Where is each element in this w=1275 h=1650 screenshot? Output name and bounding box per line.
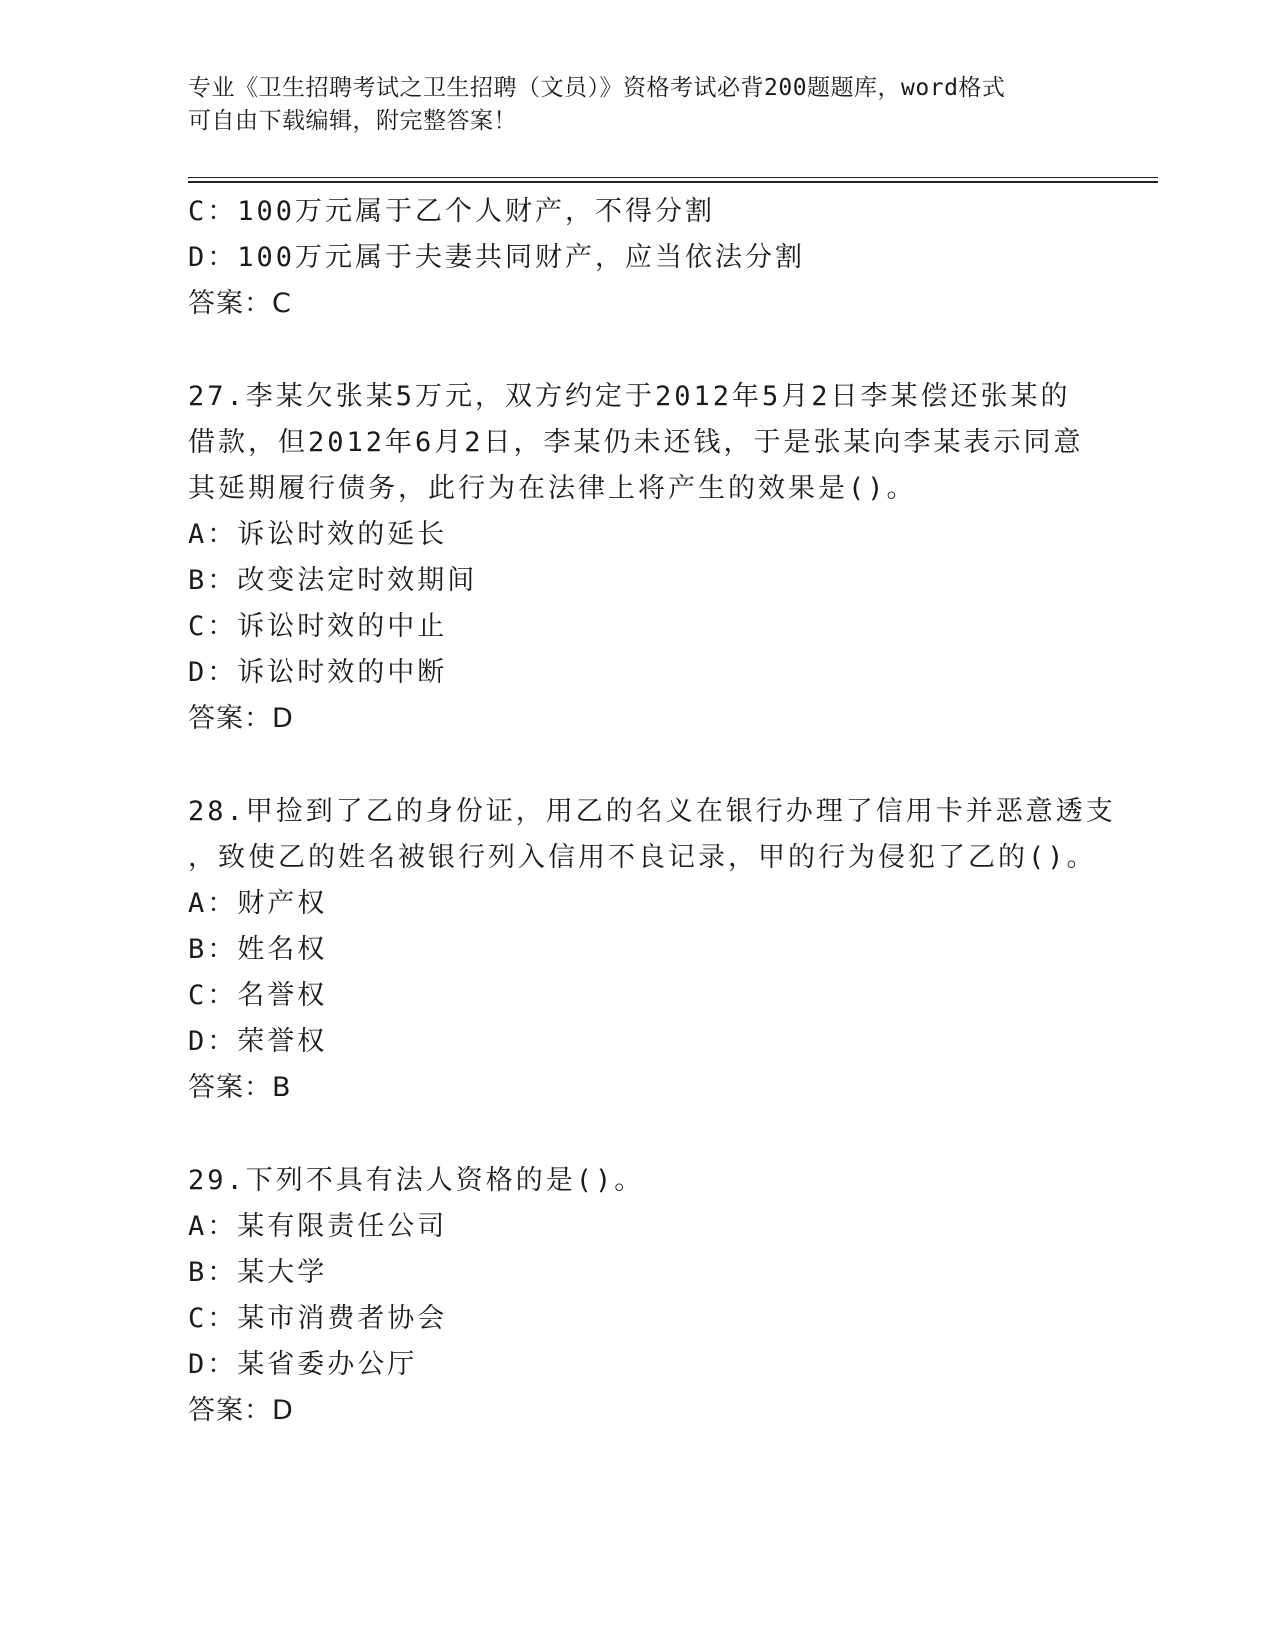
spacer bbox=[188, 742, 1088, 789]
spacer bbox=[188, 327, 1088, 374]
option-b: B：姓名权 bbox=[188, 934, 328, 965]
spacer bbox=[188, 1111, 1088, 1158]
option-d: D：荣誉权 bbox=[188, 1026, 328, 1057]
answer-line: 答案：B bbox=[188, 1072, 292, 1103]
option-c: C：诉讼时效的中止 bbox=[188, 611, 448, 642]
question-29 bbox=[188, 1158, 1088, 1434]
option-c: C：名誉权 bbox=[188, 980, 328, 1011]
question-stem-line: ，致使乙的姓名被银行列入信用不良记录，甲的行为侵犯了乙的()。 bbox=[188, 842, 1097, 873]
header-title-line-1: 专业《卫生招聘考试之卫生招聘（文员）》资格考试必背200题题库，word格式 bbox=[188, 75, 1006, 101]
option-c: C：某市消费者协会 bbox=[188, 1303, 448, 1334]
option-b: B：改变法定时效期间 bbox=[188, 565, 478, 596]
header-title-line-2: 可自由下载编辑，附完整答案！ bbox=[188, 108, 517, 134]
question-stem-line: 27.李某欠张某5万元，双方约定于2012年5月2日李某偿还张某的 bbox=[188, 381, 1071, 412]
question-28 bbox=[188, 789, 1116, 1111]
question-list bbox=[188, 189, 1116, 1434]
option-a: A：某有限责任公司 bbox=[188, 1211, 448, 1242]
option-c: C：100万元属于乙个人财产，不得分割 bbox=[188, 196, 716, 227]
option-a: A：诉讼时效的延长 bbox=[188, 519, 448, 550]
question-stem-line: 29.下列不具有法人资格的是()。 bbox=[188, 1165, 645, 1196]
option-a: A：财产权 bbox=[188, 888, 328, 919]
document-header bbox=[188, 72, 1088, 138]
answer-line: 答案：C bbox=[188, 288, 292, 319]
question-stem-line: 其延期履行债务，此行为在法律上将产生的效果是()。 bbox=[188, 473, 917, 504]
option-b: B：某大学 bbox=[188, 1257, 328, 1288]
header-divider-thick bbox=[188, 181, 1158, 183]
answer-line: 答案：D bbox=[188, 703, 294, 734]
question-stem-line: 借款，但2012年6月2日，李某仍未还钱，于是张某向李某表示同意 bbox=[188, 427, 1084, 458]
option-d: D：诉讼时效的中断 bbox=[188, 657, 448, 688]
question-26-continuation bbox=[188, 189, 1088, 327]
option-d: D：某省委办公厅 bbox=[188, 1349, 418, 1380]
question-27 bbox=[188, 374, 1088, 742]
option-d: D：100万元属于夫妻共同财产，应当依法分割 bbox=[188, 242, 806, 273]
question-stem-line: 28.甲捡到了乙的身份证，用乙的名义在银行办理了信用卡并恶意透支 bbox=[188, 796, 1116, 827]
answer-line: 答案：D bbox=[188, 1395, 294, 1426]
header-divider-thin bbox=[188, 177, 1158, 178]
